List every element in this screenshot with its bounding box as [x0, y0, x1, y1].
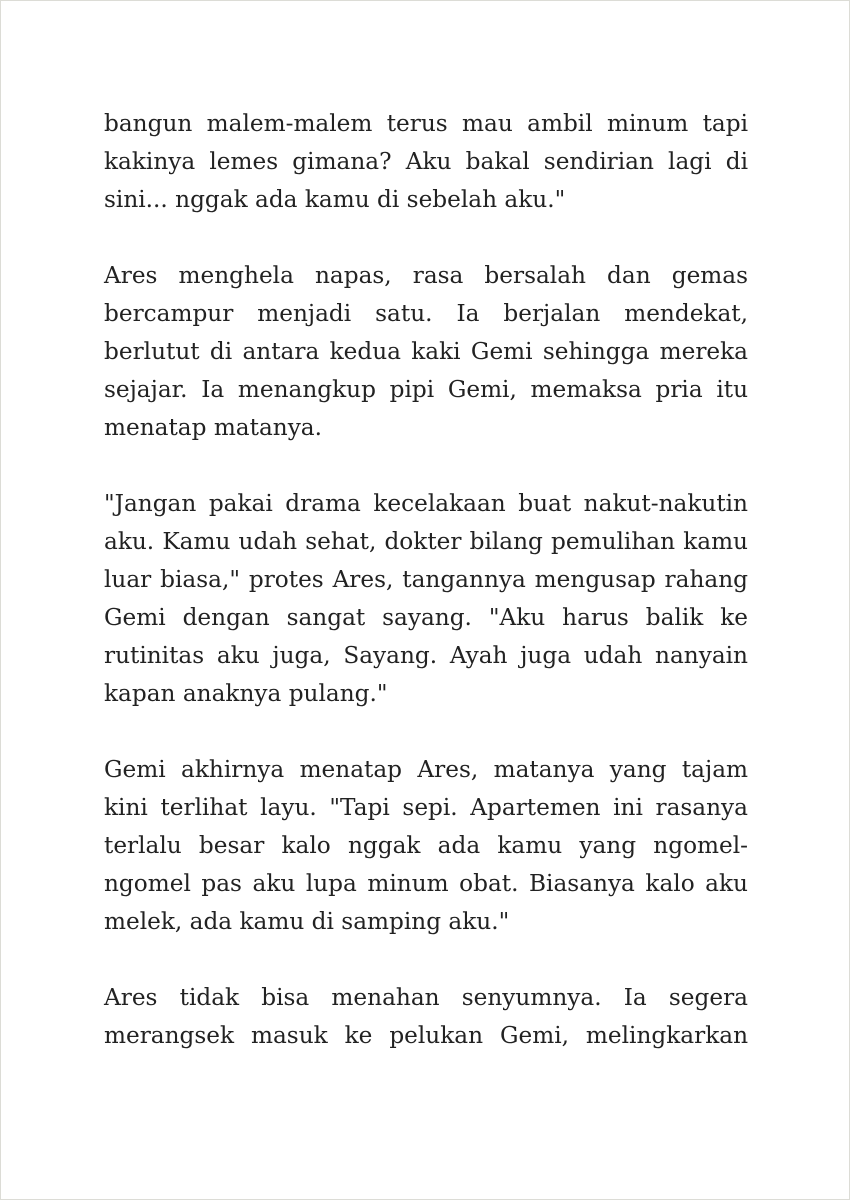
paragraph-4: Gemi akhirnya menatap Ares, matanya yang tajam kini terlihat layu. "Tapi sepi. Apartemen ini rasanya terlalu besar kalo nggak ada kamu yang ngomel-ngomel pas aku lupa minum obat. Biasanya kalo aku melek, ada kamu di samping aku.": [104, 756, 748, 935]
paragraph-2: Ares menghela napas, rasa bersalah dan gemas bercampur menjadi satu. Ia berjalan mendekat, berlutut di antara kedua kaki Gemi sehingga mereka sejajar. Ia menangkup pipi Gemi, memaksa pria itu menatap matanya.: [104, 262, 748, 441]
text-body: [104, 105, 748, 1055]
paragraph-1: bangun malem-malem terus mau ambil minum tapi kakinya lemes gimana? Aku bakal sendirian lagi di sini... nggak ada kamu di sebelah aku.": [104, 110, 748, 213]
paragraph-5: Ares tidak bisa menahan senyumnya. Ia segera merangsek masuk ke pelukan Gemi, melingkarkan: [104, 984, 748, 1049]
paragraph-3: "Jangan pakai drama kecelakaan buat nakut-nakutin aku. Kamu udah sehat, dokter bilang pemulihan kamu luar biasa," protes Ares, tangannya mengusap rahang Gemi dengan sangat sayang. "Aku harus balik ke rutinitas aku juga, Sayang. Ayah juga udah nanyain kapan anaknya pulang.": [104, 490, 748, 707]
